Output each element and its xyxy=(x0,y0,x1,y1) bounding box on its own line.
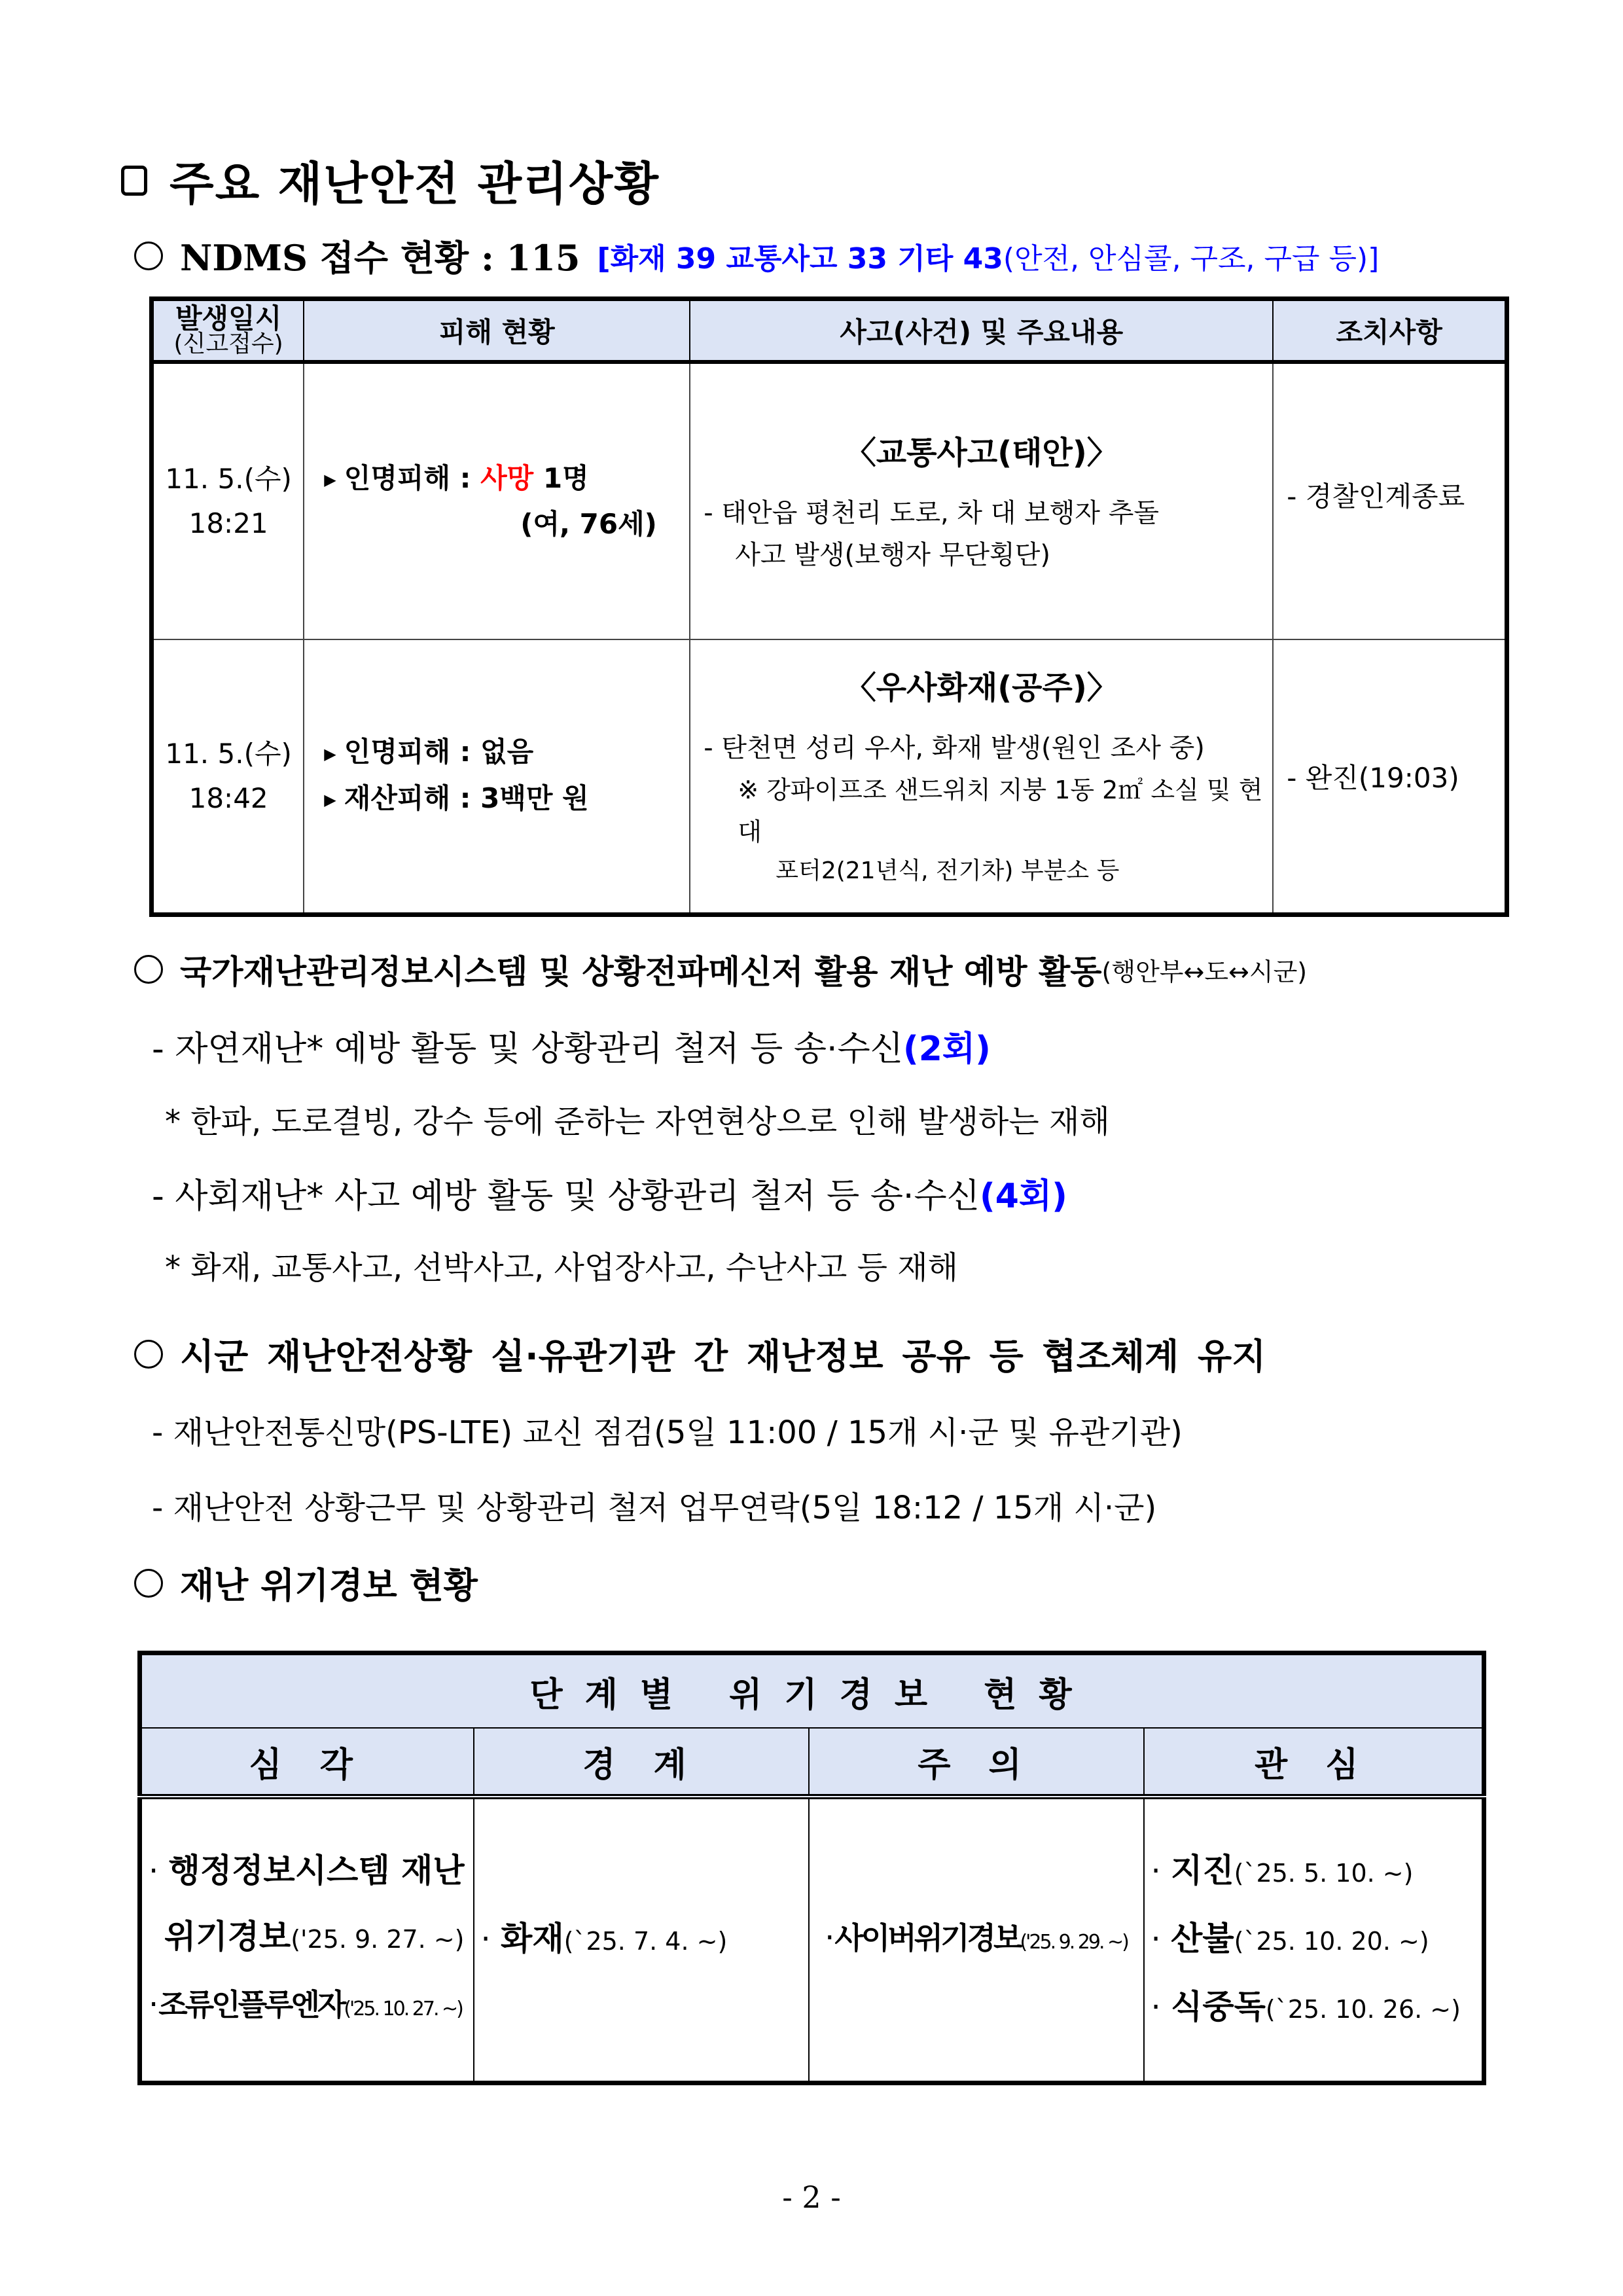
section-heading-sub: (행안부↔도↔시군) xyxy=(1101,957,1308,986)
damage-label: 인명피해 : 없음 xyxy=(344,736,534,768)
cell-action: - 완진(19:03) xyxy=(1273,639,1507,914)
col-header-damage: 피해 현황 xyxy=(304,299,690,363)
incident-date: 11. 5.(수) xyxy=(165,463,292,495)
cell-damage xyxy=(304,639,690,914)
incident-note: ※ 강파이프조 샌드위치 지붕 1동 2㎡ 소실 및 현대 xyxy=(738,776,1263,847)
incident-time: 18:42 xyxy=(188,781,268,814)
level-serious: 심 각 xyxy=(140,1728,474,1797)
warning-name: 행정정보시스템 재난 xyxy=(168,1852,465,1890)
section-warning-heading xyxy=(134,1558,478,1608)
incident-date: 11. 5.(수) xyxy=(165,737,292,770)
warning-date: (`25. 5. 10. ~) xyxy=(1234,1859,1414,1888)
warning-name: 식중독 xyxy=(1171,1988,1266,2026)
prevention-item xyxy=(152,1168,1067,1217)
prevention-item-text: - 사회재난* 사고 예방 활동 및 상황관리 철저 등 송·수신 xyxy=(152,1177,980,1216)
col-header-incident: 사고(사건) 및 주요내용 xyxy=(690,299,1273,363)
cooperation-item: - 재난안전통신망(PS-LTE) 교신 점검(5일 11:00 / 15개 시·군 및 유관기관) xyxy=(152,1414,1183,1451)
circle-bullet-icon xyxy=(134,955,163,984)
circle-bullet-icon xyxy=(134,1569,163,1598)
ndms-heading xyxy=(134,230,1379,281)
triangle-bullet-icon: ▶ xyxy=(324,471,336,490)
warning-item: · 식중독(`25. 10. 26. ~) xyxy=(1150,1988,1461,2026)
warning-level-row xyxy=(140,1728,1484,1797)
damage-count: 1명 xyxy=(533,461,589,494)
circle-bullet-icon xyxy=(134,242,163,270)
warning-item: ·조류인플루엔자('25. 10. 27. ~) xyxy=(149,1986,462,2023)
warning-item-cont xyxy=(149,1904,467,1972)
damage-highlight: 사망 xyxy=(480,461,534,494)
warning-item: · 지진(`25. 5. 10. ~) xyxy=(1150,1852,1414,1890)
warning-item: ·사이버위기경보('25. 9. 29. ~) xyxy=(825,1919,1128,1956)
triangle-bullet-icon: ▶ xyxy=(324,744,336,763)
prevention-item-count: (4회) xyxy=(979,1177,1067,1216)
col-header-action: 조치사항 xyxy=(1273,299,1507,363)
prevention-note: * 화재, 교통사고, 선박사고, 사업장사고, 수난사고 등 재해 xyxy=(165,1249,958,1286)
cell-datetime xyxy=(152,639,304,914)
warning-date: ('25. 9. 29. ~) xyxy=(1020,1930,1128,1954)
warning-item: · 화재(`25. 7. 4. ~) xyxy=(480,1920,728,1958)
incident-time: 18:21 xyxy=(188,507,268,539)
incident-title: 〈교통사고(태안)〉 xyxy=(844,434,1118,471)
page-title-text: 주요 재난안전 관리상황 xyxy=(169,157,660,211)
warning-item: · 행정정보시스템 재난 xyxy=(149,1852,465,1890)
warning-name: 화재 xyxy=(501,1920,564,1958)
warning-content-row xyxy=(140,1797,1484,2083)
ndms-breakdown: [화재 39 교통사고 33 기타 43 xyxy=(597,242,1003,276)
prevention-item-count: (2회) xyxy=(902,1030,991,1069)
section-heading-text: 시군 재난안전상황 실·유관기관 간 재난정보 공유 등 협조체계 유지 xyxy=(180,1336,1266,1377)
level-alert: 경 계 xyxy=(474,1728,809,1797)
cell-incident xyxy=(690,362,1273,639)
warning-date: (`25. 10. 20. ~) xyxy=(1234,1927,1429,1956)
table-row xyxy=(152,362,1507,639)
incident-note: 포터2(21년식, 전기차) 부분소 등 xyxy=(776,857,1120,885)
col-header-datetime-main: 발생일시 xyxy=(175,302,282,334)
damage-label: 재산피해 : 3백만 원 xyxy=(344,781,589,814)
cell-caution xyxy=(809,1797,1144,2083)
cell-attention xyxy=(1144,1797,1484,2083)
prevention-note: * 한파, 도로결빙, 강수 등에 준하는 자연현상으로 인해 발생하는 재해 xyxy=(165,1103,1110,1140)
warning-name: 조류인플루엔자 xyxy=(158,1987,344,2022)
section-heading-text: 국가재난관리정보시스템 및 상황전파메신저 활용 재난 예방 활동 xyxy=(180,953,1102,991)
page-number: - 2 - xyxy=(782,2179,841,2215)
page-title xyxy=(121,147,660,213)
warning-date: (`25. 7. 4. ~) xyxy=(563,1927,728,1956)
cell-datetime xyxy=(152,362,304,639)
incident-line: 사고 발생(보행자 무단횡단) xyxy=(735,539,1050,570)
square-bullet-icon xyxy=(121,166,147,196)
prevention-item-text: - 자연재난* 예방 활동 및 상황관리 철저 등 송·수신 xyxy=(152,1030,903,1069)
col-header-datetime xyxy=(152,299,304,363)
incident-title: 〈우사화재(공주)〉 xyxy=(844,670,1118,707)
cell-action: - 경찰인계종료 xyxy=(1273,362,1507,639)
warning-name: 사이버위기경보 xyxy=(834,1920,1020,1956)
damage-detail: (여, 76세) xyxy=(520,508,657,541)
warning-name: 산불 xyxy=(1171,1920,1234,1958)
col-header-datetime-sub: (신고접수) xyxy=(173,331,283,357)
cell-incident xyxy=(690,639,1273,914)
incident-line: - 탄천면 성리 우사, 화재 발생(원인 조사 중) xyxy=(704,733,1205,764)
prevention-item xyxy=(152,1021,991,1070)
cell-serious xyxy=(140,1797,474,2083)
warning-table-title: 단계별 위기경보 현황 xyxy=(140,1653,1484,1729)
warning-date: ('25. 9. 27. ~) xyxy=(291,1925,465,1954)
damage-label: 인명피해 : xyxy=(344,461,481,494)
ndms-incident-table xyxy=(149,296,1509,917)
ndms-breakdown-sub: (안전, 안심콜, 구조, 구급 등)] xyxy=(1003,242,1380,276)
level-caution: 주 의 xyxy=(809,1728,1144,1797)
table-header-row xyxy=(152,299,1507,363)
warning-date: (`25. 10. 26. ~) xyxy=(1265,1995,1461,2024)
section-cooperation-heading xyxy=(134,1329,1266,1379)
level-attention: 관 심 xyxy=(1144,1728,1484,1797)
warning-name: 위기경보 xyxy=(164,1918,291,1956)
section-prevention-heading xyxy=(134,946,1307,993)
incident-line: - 태안읍 평천리 도로, 차 대 보행자 추돌 xyxy=(704,497,1160,528)
warning-date: ('25. 10. 27. ~) xyxy=(344,1998,462,2020)
circle-bullet-icon xyxy=(134,1340,163,1369)
section-heading-text: 재난 위기경보 현황 xyxy=(180,1565,478,1606)
cooperation-item: - 재난안전 상황근무 및 상황관리 철저 업무연락(5일 18:12 / 15개 시·군) xyxy=(152,1490,1157,1526)
ndms-heading-text: NDMS 접수 현황 : 115 xyxy=(180,237,580,279)
triangle-bullet-icon: ▶ xyxy=(324,791,336,810)
cell-damage xyxy=(304,362,690,639)
cell-alert xyxy=(474,1797,809,2083)
crisis-warning-table xyxy=(137,1651,1486,2085)
table-row xyxy=(152,639,1507,914)
warning-name: 지진 xyxy=(1171,1852,1234,1890)
warning-title-row xyxy=(140,1653,1484,1729)
warning-item: · 산불(`25. 10. 20. ~) xyxy=(1150,1920,1429,1958)
